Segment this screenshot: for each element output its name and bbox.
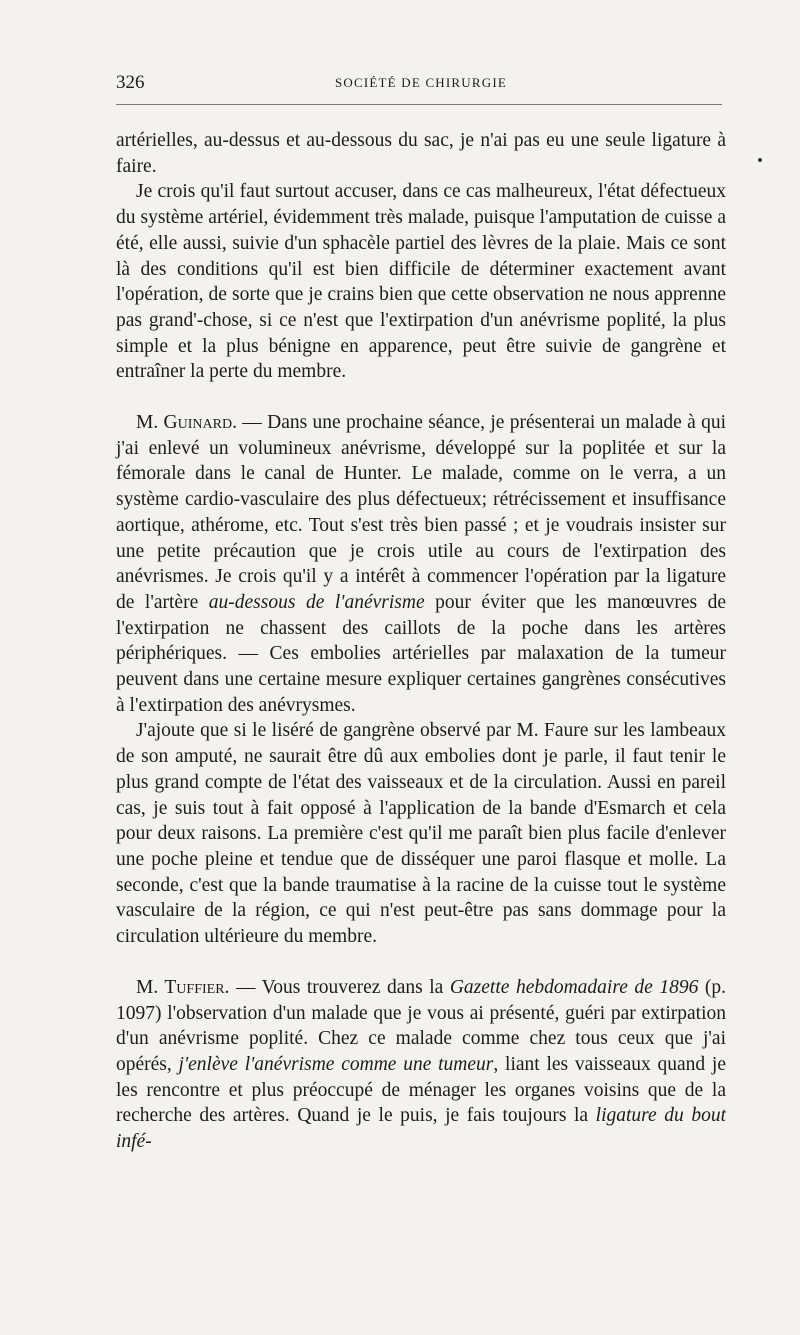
italic-run: j'enlève l'anévrisme comme une tumeur: [178, 1053, 494, 1075]
paragraph-guinard-continued: J'ajoute que si le liséré de gangrène observé par M. Faure sur les lambeaux de son amputé, ne saurait être dû aux embolies dont je parle, il faut tenir le plus grand compte de l'état des vaisseaux et de la circulation. Aussi en pareil cas, je suis tout à fait opposé à l'application de la bande d'Esmarch et cela pour deux raisons. La première c'est qu'il me paraît bien plus facile d'enlever une poche pleine et tendue que de disséquer une paroi flasque et molle. La seconde, c'est que la bande traumatise à la racine de la cuisse tout le système vasculaire de la région, ce qui n'est peut-être pas sans dommage pour la circulation ultérieure du membre.: [116, 720, 726, 948]
text-run: pour éviter que les manœuvres de l'extirpation ne chassent des caillots de la poche dans les artères périphériques. — Ces embolies artérielles par malaxation de la tumeur peuvent dans une certaine mesure expliquer certaines gangrènes consécutives à l'extirpation des anévrysmes.: [116, 591, 727, 716]
page-header: [116, 72, 726, 94]
italic-run: Gazette hebdomadaire de 1896: [449, 976, 699, 998]
text-run: , liant les vaisseaux quand je les rencontre et plus préoccupé de ménager les organes voisins que de la recherche des artères. Quand je le puis, je fais toujours la: [116, 1053, 726, 1127]
speaker-name: M. Guinard.: [136, 412, 237, 434]
speaker-name: M. Tuffier.: [136, 976, 230, 998]
page-number: 326: [116, 72, 145, 93]
paragraph-faure-conclusion: Je crois qu'il faut surtout accuser, dans ce cas malheureux, l'état défectueux du système artériel, évidemment très malade, puisque l'amputation de cuisse a été, elle aussi, suivie d'un sphacèle partiel des lèvres de la plaie. Mais ce sont là des conditions qu'il est bien difficile de déterminer exactement avant l'opération, de sorte que je crains bien que cette observation ne nous apprenne pas grand'-chose, si ce n'est que l'extirpation d'un anévrisme poplité, la plus simple et la plus bénigne en apparence, peut être suivie de gangrène et entraîner la perte du membre.: [116, 181, 726, 383]
paragraph-continuation: artérielles, au-dessus et au-dessous du sac, je n'ai pas eu une seule ligature à faire.: [116, 130, 726, 177]
paragraph-tuffier: [116, 975, 726, 1155]
text-run: — Vous trouverez dans la: [235, 976, 450, 998]
header-rule: [116, 104, 722, 105]
paragraph-guinard: [116, 410, 726, 718]
running-head: SOCIÉTÉ DE CHIRURGIE: [334, 75, 508, 90]
italic-run: ligature du bout infé-: [116, 1105, 726, 1153]
text-run: — Dans une prochaine séance, je présenterai un malade à qui j'ai enlevé un volumineux anévrisme, développé sur la poplitée et sur la fémorale dans le canal de Hunter. Le malade, comme on le verra, a un système cardio-vasculaire des plus défectueux; rétrécissement et insuffisance aortique, athérome, etc. Tout s'est très bien passé ; et je voudrais insister sur une petite précaution que je crois utile au cours de l'extirpation des anévrismes. Je crois qu'il y a intérêt à commencer l'opération par la ligature de l'artère: [116, 412, 727, 613]
ink-speck: [758, 158, 762, 162]
italic-run: au-dessous de l'anévrisme: [208, 591, 425, 613]
text-run: (p. 1097) l'observation d'un malade que je vous ai présenté, guéri par extirpation d'un anévrisme poplité. Chez ce malade comme chez tous ceux que j'ai opérés,: [116, 976, 726, 1075]
body-text: [116, 128, 726, 1155]
